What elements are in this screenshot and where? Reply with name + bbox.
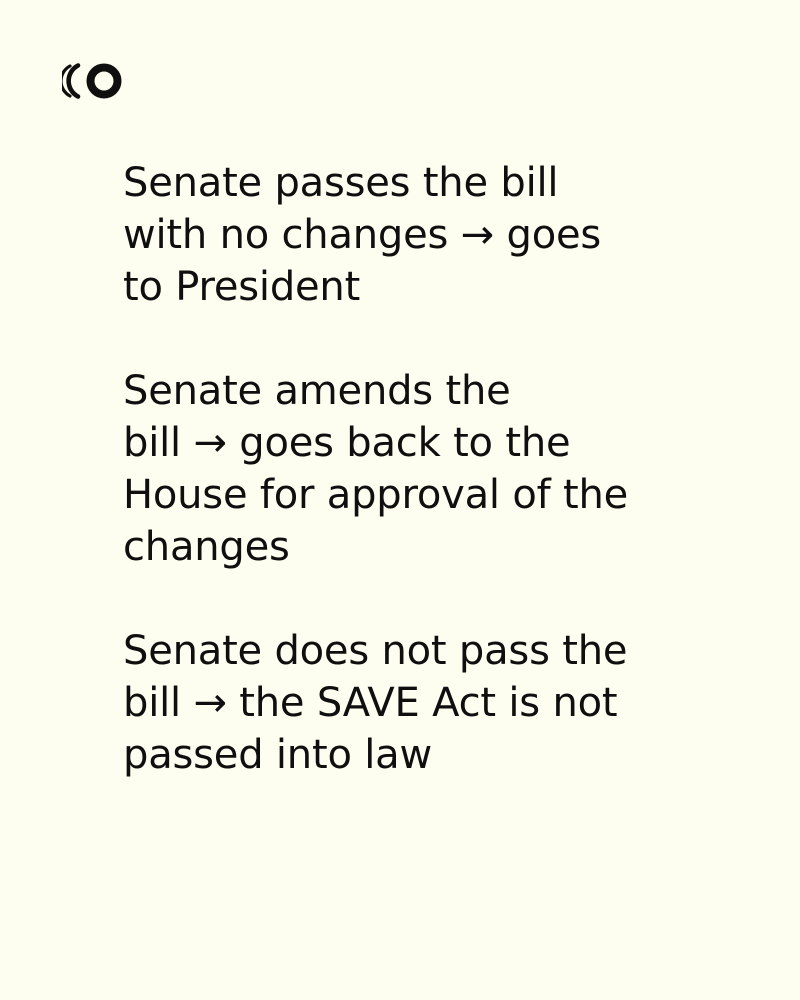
statement-line: Senate passes the bill [123,160,559,206]
statement-line: with no changes → goes [123,212,602,258]
logo-arc-inner [69,66,78,97]
outcome-not-passed [123,625,723,781]
statement-line: bill → goes back to the [123,420,571,466]
statement-line: Senate amends the [123,368,511,414]
outcome-passes-unchanged [123,157,723,313]
outcome-amended [123,365,723,573]
statement-line: to President [123,264,361,310]
statement-line: passed into law [123,732,432,778]
brand-logo-icon [62,62,126,100]
outcome-list [123,157,723,833]
statement-line: House for approval of the [123,472,629,518]
statement-line: Senate does not pass the [123,628,628,674]
statement-line: bill → the SAVE Act is not [123,680,618,726]
statement-line: changes [123,524,290,570]
logo-ring [91,68,118,95]
